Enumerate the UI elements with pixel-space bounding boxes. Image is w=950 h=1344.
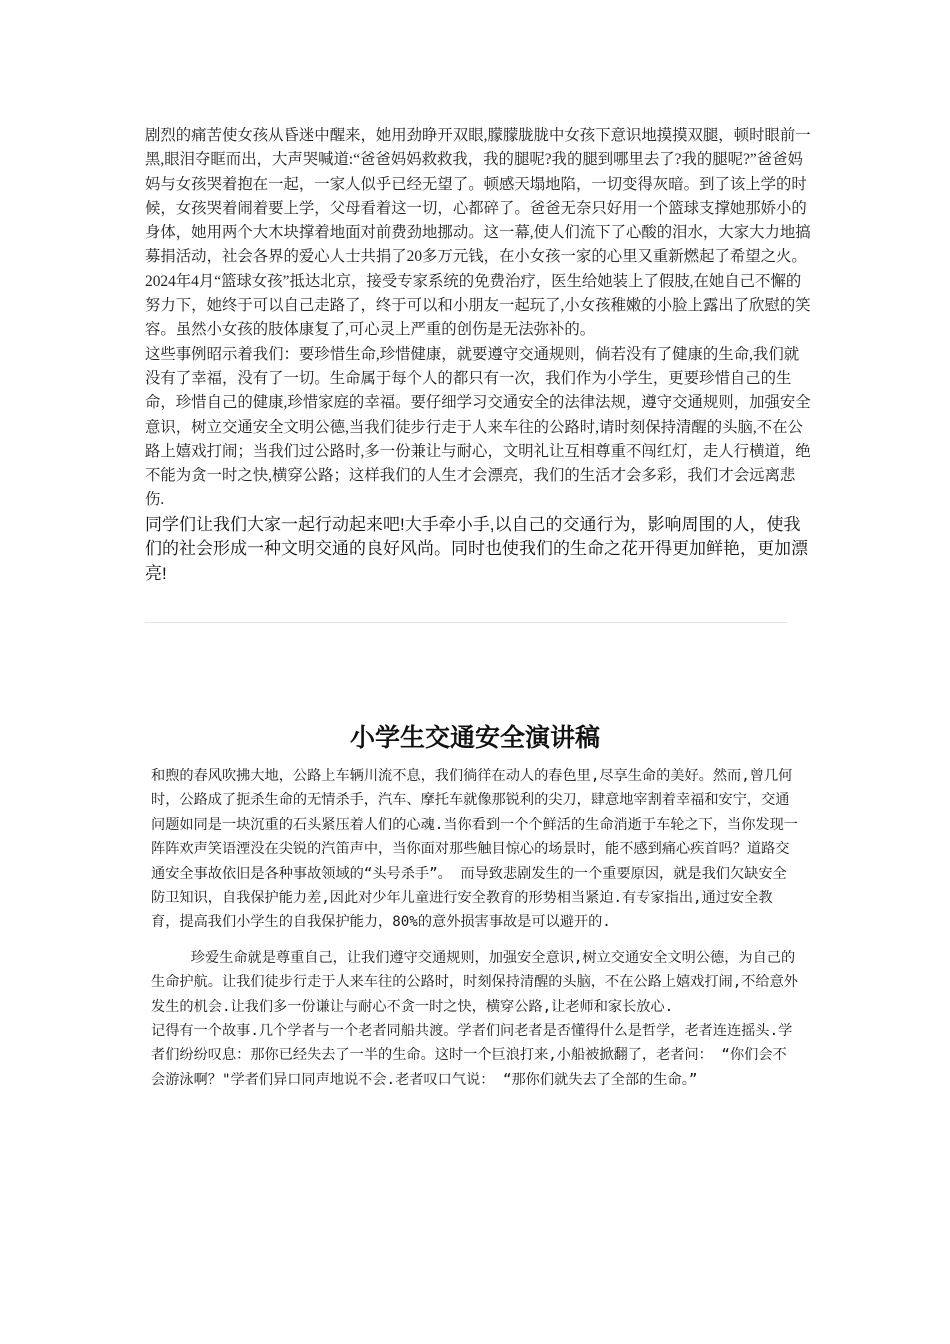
lesson-paragraph: 这些事例昭示着我们：要珍惜生命,珍惜健康，就要遵守交通规则，倘若没有了健康的生命,我们就没有了幸福，没有了一切。生命属于每个人的都只有一次，我们作为小学生，更要珍惜自己的生命，珍惜自己的健康,珍惜家庭的幸福。要仔细学习交通安全的法律法规，遵守交通规则，加强安全意识，树立交通安全文明公德,当我们徒步行走于人来车往的公路时,请时刻保持清醒的头脑,不在公路上嬉戏打闹；当我们过公路时,多一份兼让与耐心，文明礼让互相尊重不闯红灯，走人行横道，绝不能为贪一时之快,横穿公路；这样我们的人生才会漂亮，我们的生活才会多彩，我们才会远离悲伤.: [145, 345, 811, 509]
speech-paragraph-cherish-life: 珍爱生命就是尊重自己，让我们遵守交通规则，加强安全意识,树立交通安全文明公德，为自己的生命护航。让我们徒步行走于人来车往的公路时，时刻保持清醒的头脑，不在公路上嬉戏打闹,不给意外发生的机会.让我们多一份谦让与耐心不贪一时之快，横穿公路,让老师和家长放心.: [151, 949, 798, 1015]
speech-paragraph-intro: 和煦的春风吹拂大地，公路上车辆川流不息，我们徜徉在动人的春色里,尽享生命的美好。然而,曾几何时，公路成了扼杀生命的无情杀手，汽车、摩托车就像那锐利的尖刀，肆意地宰割着幸福和安宁，交通问题如同是一块沉重的石头紧压着人们的心魂.当你看到一个个鲜活的生命消逝于车轮之下，当你发现一阵阵欢声笑语湮没在尖锐的汽笛声中，当你面对那些触目惊心的场景时，能不感到痛心疾首吗？道路交通安全事故依旧是各种事故领域的“头号杀手”。 而导致悲剧发生的一个重要原因，就是我们欠缺安全防卫知识，自我保护能力差,因此对少年儿童进行安全教育的形势相当紧迫.有专家指出,通过安全教育，提高我们小学生的自我保护能力，80%的意外损害事故是可以避开的.: [151, 768, 798, 931]
story-paragraph: 剧烈的痛苦使女孩从昏迷中醒来，她用劲睁开双眼,朦朦胧胧中女孩下意识地摸摸双腿，顿时眼前一黑,眼泪夺眶而出，大声哭喊道:“爸爸妈妈救救我，我的腿呢?我的腿到哪里去了?我的腿呢?”爸爸妈妈与女孩哭着抱在一起，一家人似乎已经无望了。顿感天塌地陷，一切变得灰暗。到了该上学的时候，女孩哭着闹着要上学，父母看着这一切，心都碎了。爸爸无奈只好用一个篮球支撑她那娇小的身体，她用两个大木块撑着地面对前费劲地挪动。这一幕,使人们流下了心酸的泪水，大家大力地搞募捐活动，社会各界的爱心人士共捐了20多万元钱，在小女孩一家的心里又重新燃起了希望之火。2024年4月“篮球女孩”抵达北京，接受专家系统的免费治疗，医生给她装上了假肢,在她自己不懈的努力下，她终于可以自己走路了，终于可以和小朋友一起玩了,小女孩稚嫩的小脸上露出了欣慰的笑容。虽然小女孩的肢体康复了,可心灵上严重的创伤是无法弥补的。: [145, 127, 811, 339]
story-section: [145, 124, 813, 586]
section-divider: [145, 622, 787, 623]
speech-body: [151, 764, 799, 1092]
speech-title: 小学生交通安全演讲稿: [349, 723, 600, 752]
speech-paragraph-story: 记得有一个故事.几个学者与一个老者同船共渡。学者们问老者是否懂得什么是哲学，老者连连摇头.学者们纷纷叹息：那你已经失去了一半的生命。这时一个巨浪打来,小船被掀翻了，老者问： “你们会不会游泳啊？"学者们异口同声地说不会.老者叹口气说： “那你们就失去了全部的生命。”: [151, 1023, 793, 1088]
closing-paragraph: 同学们让我们大家一起行动起来吧!大手牵小手,以自己的交通行为，影响周围的人，使我们的社会形成一种文明交通的良好风尚。同时也使我们的生命之花开得更加鲜艳，更加漂亮!: [145, 514, 808, 583]
